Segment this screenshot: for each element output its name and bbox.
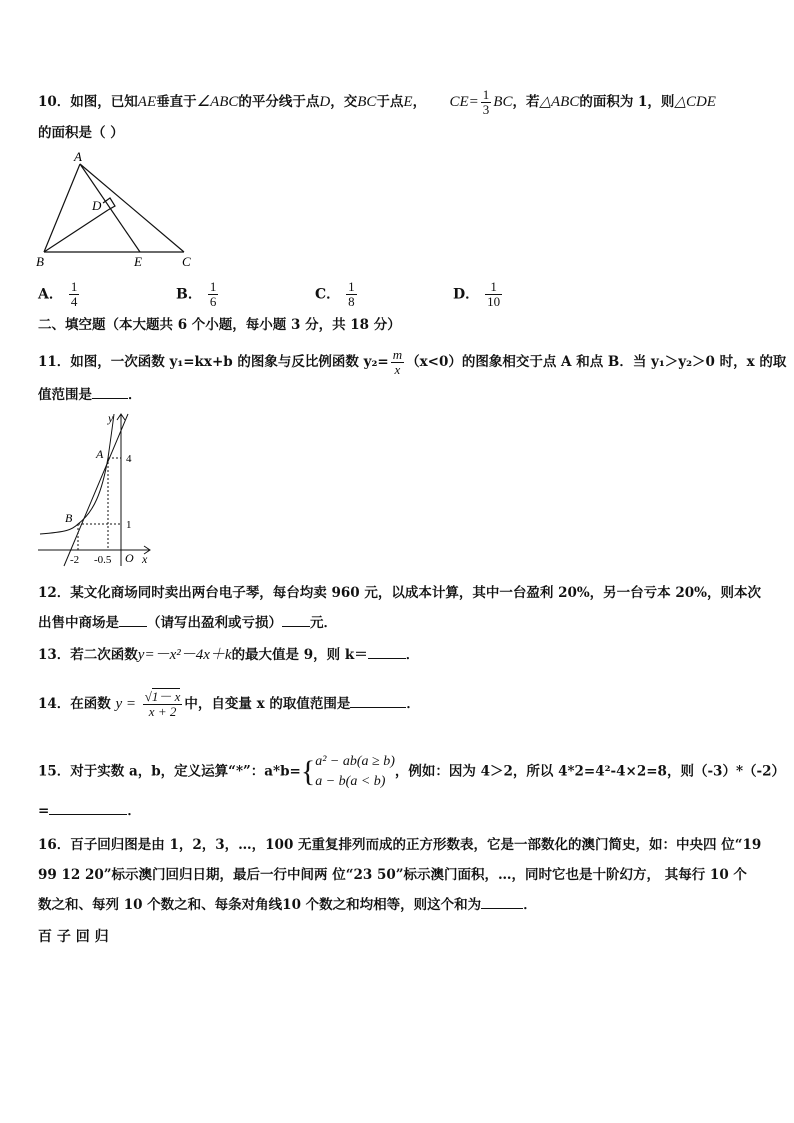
q11-graph-figure (36, 408, 156, 568)
q10-bc: BC (357, 94, 377, 110)
q15-text: ，例如：因为 4＞2，所以 4*2=4²-4×2=8，则（-3）*（-2） (394, 763, 785, 780)
q12-blank-2[interactable] (282, 614, 310, 627)
choice-c-den: 8 (348, 294, 355, 309)
q10-point-e: E (403, 94, 413, 110)
q10-point-d: D (319, 94, 331, 110)
q15-line2 (38, 802, 141, 820)
q15-piecewise (301, 752, 395, 792)
q14-text: 14．在函数 (38, 696, 111, 712)
segment-ae (80, 164, 140, 252)
q10-tri-cde: △CDE (674, 94, 716, 110)
bisector-bd (44, 210, 108, 252)
q12-blank-1[interactable] (119, 614, 147, 627)
choice-a-label: A． (38, 286, 63, 303)
q14-denominator: x + 2 (148, 704, 177, 719)
label-x: x (142, 552, 148, 566)
q13-answer-blank[interactable] (368, 646, 406, 659)
label-a: A (74, 149, 82, 164)
q13-text: 的最大值是 9，则 k＝ (231, 647, 368, 663)
label-c: C (182, 254, 191, 269)
q11-text: （x<0）的图象相交于点 A 和点 B．当 y₁＞y₂＞0 时，x 的取 (406, 354, 787, 370)
q15-text: = (38, 803, 50, 819)
q11-line2 (38, 386, 142, 404)
q14-answer-blank[interactable] (350, 695, 406, 708)
q11-frac-den: x (394, 362, 401, 377)
q16-line2: 99 12 20”标示澳门回归日期，最后一行中间两 位“23 50”标示澳门面积，…，同时它也是十阶幻方， 其每行 10 个 (38, 867, 747, 883)
tick-neg05: -0.5 (94, 554, 112, 566)
q10-text: 10．如图，已知 (38, 94, 138, 110)
q10-ce: CE (449, 94, 469, 110)
q12-text: 出售中商场是 (38, 615, 119, 631)
q10-fraction (481, 88, 492, 117)
q10-line2: 的面积是（ ） (38, 125, 124, 141)
tick-neg2: -2 (70, 554, 80, 566)
line-y1 (64, 414, 128, 566)
q10-line1 (38, 88, 716, 117)
section-heading: 二、填空题（本大题共 6 个小题，每小题 3 分，共 18 分） (38, 317, 401, 333)
q10-text: ， (412, 94, 427, 110)
label-b: B (65, 511, 73, 525)
choice-c-label: C． (315, 286, 341, 303)
q16-end: ． (523, 897, 537, 913)
q10-frac-den: 3 (482, 102, 490, 117)
q10-text: 于点 (376, 94, 404, 110)
q10-text: ，若 (512, 94, 540, 110)
q10-text: 垂直于 (156, 94, 197, 110)
q13-line (38, 646, 419, 664)
q15-text: 15．对于实数 a，b，定义运算“*”：a*b= (38, 763, 301, 780)
choice-a-num: 1 (70, 279, 78, 294)
q10-bc2: BC (493, 94, 513, 110)
q11-line1 (38, 348, 786, 377)
q12-line2 (38, 614, 337, 632)
q10-ae: AE (137, 94, 157, 110)
choice-c-num: 1 (348, 279, 355, 294)
q12-text: （请写出盈利或亏损） (147, 615, 282, 631)
q11-text: 11．如图，一次函数 y₁=kx+b 的图象与反比例函数 y₂= (38, 354, 389, 370)
q15-end: ． (127, 803, 141, 819)
choice-b-label: B． (176, 286, 202, 303)
q11-end: ． (128, 387, 142, 403)
q10-eq: = (468, 94, 479, 110)
q15-case2: a − b(a < b) (315, 774, 386, 789)
tick-4: 4 (126, 453, 132, 465)
q13-end: ． (405, 647, 420, 663)
label-y: y (108, 411, 114, 425)
q10-text: 的面积为 1，则 (579, 94, 675, 110)
label-d: D (92, 198, 102, 213)
q15-case1: a² − ab(a ≥ b) (315, 754, 395, 769)
q10-text: 的平分线于点 (238, 94, 320, 110)
choice-d-label: D． (453, 286, 480, 303)
q14-text: 中，自变量 x 的取值范围是 (184, 696, 351, 712)
edge-ab (44, 164, 80, 252)
q10-frac-num: 1 (482, 87, 490, 102)
choice-b-num: 1 (209, 279, 217, 294)
q13-text: 13．若二次函数 (38, 647, 138, 663)
label-e: E (134, 254, 142, 269)
q10-text: ，交 (330, 94, 358, 110)
choice-c[interactable] (315, 280, 359, 309)
q11-frac-num: m (392, 347, 403, 362)
q12-line1: 12．某文化商场同时卖出两台电子琴，每台均卖 960 元，以成本计算，其中一台盈利 20%，另一台亏本 20%，则本次 (38, 585, 761, 601)
q16-line1: 16．百子回归图是由 1，2，3，…，100 无重复排列而成的正方形数表，它是一部数化的澳门简史，如：中央四 位“19 (38, 837, 762, 853)
choice-a-den: 4 (70, 294, 78, 309)
q16-caption: 百 子 回 归 (38, 929, 109, 945)
q10-tri-abc: △ABC (539, 94, 580, 110)
q10-triangle-figure (30, 148, 200, 270)
q14-end: ． (406, 696, 420, 712)
label-b: B (36, 254, 44, 269)
q14-fraction (143, 690, 183, 719)
q11-text: 值范围是 (38, 387, 92, 403)
q14-y: y = (115, 696, 137, 712)
q16-answer-blank[interactable] (481, 896, 523, 909)
q15-line1 (38, 752, 785, 792)
choice-b-den: 6 (209, 294, 217, 309)
q14-numerator: √1－ x (144, 689, 181, 704)
brace-icon: { (300, 755, 316, 788)
choice-d[interactable] (453, 280, 504, 309)
tick-1: 1 (126, 519, 132, 531)
choice-a[interactable] (38, 280, 81, 309)
q11-answer-blank[interactable] (92, 386, 128, 399)
q16-line3 (38, 896, 537, 914)
q14-line (38, 690, 420, 719)
label-a: A (96, 447, 104, 461)
label-o: O (125, 551, 134, 565)
q15-answer-blank[interactable] (49, 802, 127, 815)
choice-d-den: 10 (487, 294, 501, 309)
choice-d-num: 1 (485, 280, 502, 295)
q12-text: 元． (310, 615, 337, 631)
choice-b[interactable] (176, 280, 220, 309)
q13-expression: y=－x²－4x＋k (137, 647, 232, 663)
q14-radicand: 1－ x (151, 689, 181, 704)
q16-text: 数之和、每列 10 个数之和、每条对角线10 个数之和均相等，则这个和为 (38, 897, 482, 913)
q10-angle: ∠ABC (196, 94, 239, 110)
